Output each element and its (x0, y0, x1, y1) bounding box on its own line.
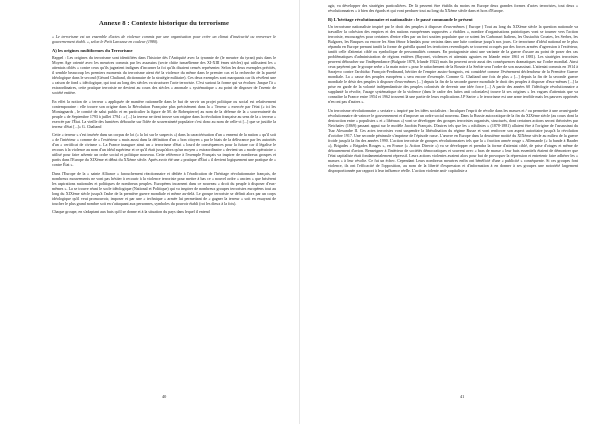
section-title-a: A) les origines multiformes du Terrorisme (52, 48, 133, 53)
epigraph: « Le terrorisme est un ensemble d'actes de violence commis par une organisation pour créer un climat d'insécurité ou renverser le gouvernement établi. », selon le Petit Larousse en couleur (1980). (52, 34, 276, 44)
paragraph: Rappel : Les origines du terrorisme sont identifiées dans l'histoire dès l'Antiquité avec la tyrannie de (le meurtre du tyran) puis dans le Moyen Age orienté avec les meurtres commis par les assassins (secte chiite ismaélienne des XI-XIII èmes siècles) qui utilisaient les « attentats ciblés » contre ceux qu'ils jugeaient indignes d'incarner la foi qu'ils disaient censés représenter. Selon les deux exemples précités, il semble beaucoup les premiers moments du terrorisme aient été la violence du même dans le premier cas et la recherche de la pureté idéologique dans le second (Gérard Chaliand, dictionnaire de la stratégie militaire). Ces deux exemples sont marquants car ils révèlent une « raison de fond » idéologique, qui tout au long des siècles va structurer l'acte terroriste. C'est surtout la forme qui va évoluer. Jusque l'à « extraordinaires, cette pratique terroriste ne devient au cours des siècles « anomale » systématique » au point de disposer de l'avenir de société entière. (52, 55, 276, 95)
paragraph: Chaque groupe, en s'adaptant aux buts qu'il se donne et à la situation du pays dans lequel il entend (52, 209, 210, 214)
paragraph: Un terrorisme nationaliste inspiré par le droit des peuples à disposer d'eux-mêmes ( Europe ) Tout au long du XIXème siècle la question nationale va travailler la cohésion des empires et des nations européennes supposées « établies », nombre d'organisations patriotiques vont se tourner vers l'action terroriste, encouragées pour certaines d'entre elles par un fort soutien populaire que ce soient les Carbonari Italiens, les Oustachis Croates, les Serbes, les Bulgares, les Basques ou encore les Sinn féinor Irlandais pour certains dans une lutte continue jusqu'à nos jours. Ce terrorisme d'idéal national ne le plus répandu en Europe prenant tantôt la forme de guérilla quand les territoires revendiqués se trouvent occupés par des forces armées d'agression à l'extérieur, tantôt celle d'attentat ciblé ou symbolique de personnalités connues. En protagoniste ainsi une variante de la guerre d'usure au point de poser des cas problématiques d'administration de régions entières (Bayonet, violences et attentats agraires en Irlande entre 1861 et 1881). Les stratégies terroristes peuvent déboucher sur l'indépendance (Bulgarie 1878, Irlande 1922) mais fin peuvent avoir aussi des conséquences dramatiques sur l'ordre mondial. Ainsi ceux payèrent par le groupe serbe « la main noire » pour le rattachement de la Bosnie à la Serbie sera l'ordre de son assassinat. L'attentat commis en 1914 à Sarajevo contre l'archiduc François-Ferdinand, héritier de l'empire austro-hongrois, est considéré comme l'évènement déclencheur de la Première Guerre mondiale. La « cause des peuples européens » sera encore d'exemple. Comme G. Chaliand une fois de plus « [...] depuis la fin de la seconde guerre mondiale le désir des peuples à disposer d'eux-mêmes [...] depuis la fin de la seconde guerre mondiale le droit des peuples à disposer d'eux-mêmes [...] la prise en garde de la volonté indépendantiste des peuples colonisés de devenir une idée force [...] A partir des années 60 l'idéologie révolutionnaire a supplanté la révolte, l'usage systématique de la violence (dans le cadre des luttes anti coloniales) trouve là ses origines » les vagues d'attentats que va connaître la France entre 1954 et 1962 trouvent là une partie de leurs explications J.P Sartre « le terrorisme est une arme terrible mais les pauvres opprimés n'en ont pas d'autres ». (328, 24, 578, 104)
paragraph: Cette « terreur » s'est insérée dans un corpus de loi (« la loi sur le suspects ») dans la caractérisation d'un « ennemi de la nation » qu'il soit « de l'intérieur » comme de « l'extérieur » mais aussi dans la définition d'un « bon citoyen » par le biais de la délivrance par les autorités d'un « certificat de civisme ». La France inaugure ainsi un « terrorisme d'état » lourd de conséquences pour la future car il légalise le recours à la violence au nom d'un idéal supérieur et ce qu'il était jusqu'alors qu'un moyen « extraordinaire » devient un « mode opératoire » utilisé pour faire advenir un ordre social et politique nouveau. Cette référence à l'exemple Français va inspirer de nombreux groupes et partis dans l'Europe du XIXème et début du XXème siècle. Après avoir été une « pratique d'État » il devient logiquement une pratique de « contre État ». (52, 132, 276, 167)
paragraph: En effet la notion de « terreur » appliquée de manière rationnelle dans le but de servir un projet politique ou social est relativement contemporaine : elle trouve son origine dans la Révolution Française plus précisément dans la « Terreur » exercée par l'état (« ici les Montagnards , le comité de salut public et en particulier la figure de M. de Robespierre) au nom de la défense de la « souveraineté du peuple » de Septembre 1793 à juillet 1794 : « [...] la terreur ne tient trouve son origine dans la révolution française au sens de la « terreur » exercée par l'État. La vieille des lumières débouche sur l'idée de souveraineté populaire c'est donc au nom de celle-ci [...] que se justifie la terreur d'état [...]» G. Chaliand (52, 98, 276, 129)
chapter-title: Annexe 8 : Contexte historique du terrorisme (99, 20, 229, 27)
paragraph: Un terrorisme révolutionnaire « sectaire » inspiré par les idées socialistes : Inculquer l'esprit de révolte dans les masses et / ou permettre à une avant-garde révolutionnaire de vaincre le gouvernement et d'imposer un ordre social nouveau. Dans la Russie autocratique de la fin du XIXème siècle (au cours dont la destruction entre « populistes » et « libéraux ») vont se développer des groupes terroristes organisés, structurés, dont certaines actions seront théorisées par Netchaïev (1869) passant appui sur le modèle Jacobin Français. D'autres tels que les « nihilistes » (1878-1881) allaient être à l'origine de l'assassinat du Tsar Alexandre II. Ces actes terroristes vont suspendre la libéralisation du régime Russe et vont renforcer son aspect autoritaire jusqu'à la révolution d'octobre 1917. Une seconde péninsule s'imprime de l'épisode russe. L'œuvre en Europe dans la deuxième moitié du XIXème siècle au milieu de la guerre froide jusqu'à la fin des années 1990. L'action terroriste de groupes révolutionnaires tels que la « fraction armée rouge » Allemande (« la bande à Baader »), Brigades « Brigades Rouges », en France (« Action Directe ») va se développer et prendra la forme d'attentat ciblé, de prise d'otages et même de détournement d'avion. Renseigner à l'intérieur de sociétés démocratiques et souvent avec « bras de masse » leur buts essentiels étaient de démontrer que l'état capitaliste était fondamentalement répressif. Leurs actions violentes avaient alors pour but de provoquer la répression et entretenir faire adhérer les « masses » à leur révolte. Ce fut un échec. Cependant Leurs nombreux meurtres enfin ont bénéficié d'une « publicité » conséquente. Si ces groupes font violence, ils ont l'efficacité de l'opposition, au nom de la liberté d'expression et d'information à en donner à ses groupes une notoriété largement disproportionnée par rapport à leur influence réelle. L'action violente anti- capitaliste a (328, 107, 578, 173)
paragraph: agir, va développer des stratégies particulières. De là peuvent être établis du moins en Europe deux grandes formes d'actes terroristes, tout deux « révolutionnaires » à bien des égards et qui vont perdurer tout au long du XXème siècle dans et hors d'Europe. (328, 3, 578, 13)
page-number-left: 40 (162, 394, 167, 399)
page-number-right: 41 (460, 394, 465, 399)
paragraph: Dans l'Europe de la « sainte Alliance » farouchement réactionnaire et dédiée à l'éradication de l'héritage révolutionnaire français, de nombreux mouvements ne vont pas hésiter à recourir à la violence terroriste pour mettre à bas ce « nouvel ordre » ancien » que brisèrent les aspirations nationales et politiques de nombreux peuples. Européens incarnent dans ce nouveau « droit du peuple à disposer d'eux-mêmes ». La se trouve réuni le socle idéologique (National et Politique) qui va inspirer de nombreux groupes terroristes européens tout au long du XIXème siècle jusqu'à l'aube de la première guerre mondiale et même au-delà. Le groupe terroriste se définit alors par un corps idéologique qu'il veut promouvoir, imposer et par une « technique » armée lui permettant de « gagner la terreur » soit en essayant de toucher le plus grand nombre soit en s'attaquant aux personnes, symboles du pouvoir établi (roi les dieux à la fois). (52, 170, 276, 206)
right-page (300, 0, 600, 424)
section-title-b: B) L'héritage révolutionnaire et nationaliste : le passé commande le présent (328, 17, 473, 22)
